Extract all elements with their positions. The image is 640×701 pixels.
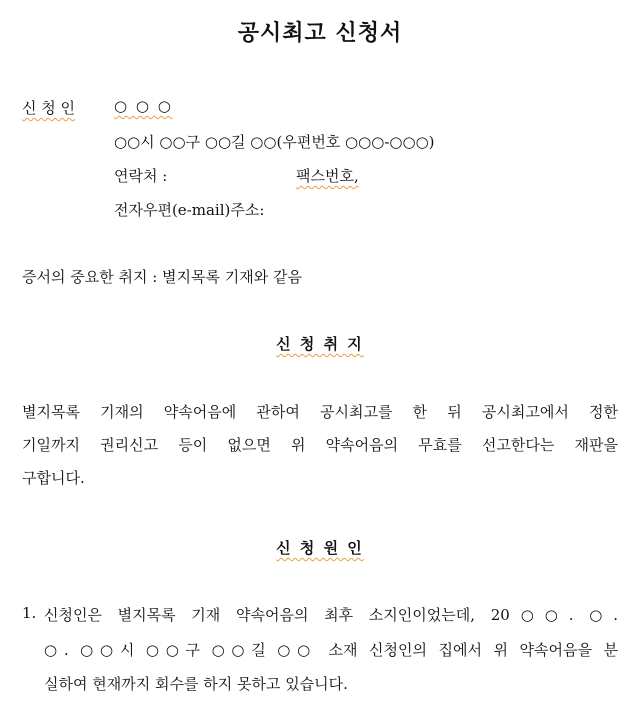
cause-item-line-1: 신청인은 별지목록 기재 약속어음의 최후 소지인이었는데, 20○○. ○. bbox=[44, 606, 618, 624]
cause-item-line-2: ○. ○○시 ○○구 ○○길 ○○ 소재 신청인의 집에서 위 약속어음을 분 bbox=[44, 641, 618, 659]
applicant-label: 신 청 인 bbox=[22, 99, 76, 117]
cause-item-number: 1. bbox=[22, 604, 37, 622]
purpose-line-3: 구합니다. bbox=[22, 469, 85, 487]
applicant-address: ○○시 ○○구 ○○길 ○○(우편번호 ○○○-○○○) bbox=[114, 133, 435, 151]
purpose-heading-text: 신 청 취 지 bbox=[276, 335, 364, 353]
applicant-name: ○ ○ ○ bbox=[114, 97, 173, 115]
cause-heading bbox=[0, 537, 640, 558]
certificate-summary: 증서의 중요한 취지 : 별지목록 기재와 같음 bbox=[22, 268, 302, 286]
cause-item-line-3: 실하여 현재까지 회수를 하지 못하고 있습니다. bbox=[44, 675, 348, 693]
purpose-line-1: 별지목록 기재의 약속어음에 관하여 공시최고를 한 뒤 공시최고에서 정한 bbox=[22, 403, 618, 421]
fax-label: 팩스번호, bbox=[296, 167, 359, 185]
contact-label: 연락처 : bbox=[114, 167, 168, 185]
cause-heading-text: 신 청 원 인 bbox=[276, 539, 364, 557]
document-title: 공시최고 신청서 bbox=[237, 20, 403, 46]
purpose-line-2: 기일까지 권리신고 등이 없으면 위 약속어음의 무효를 선고한다는 재판을 bbox=[22, 436, 618, 454]
email-label: 전자우편(e-mail)주소: bbox=[114, 201, 265, 219]
purpose-heading bbox=[0, 333, 640, 354]
